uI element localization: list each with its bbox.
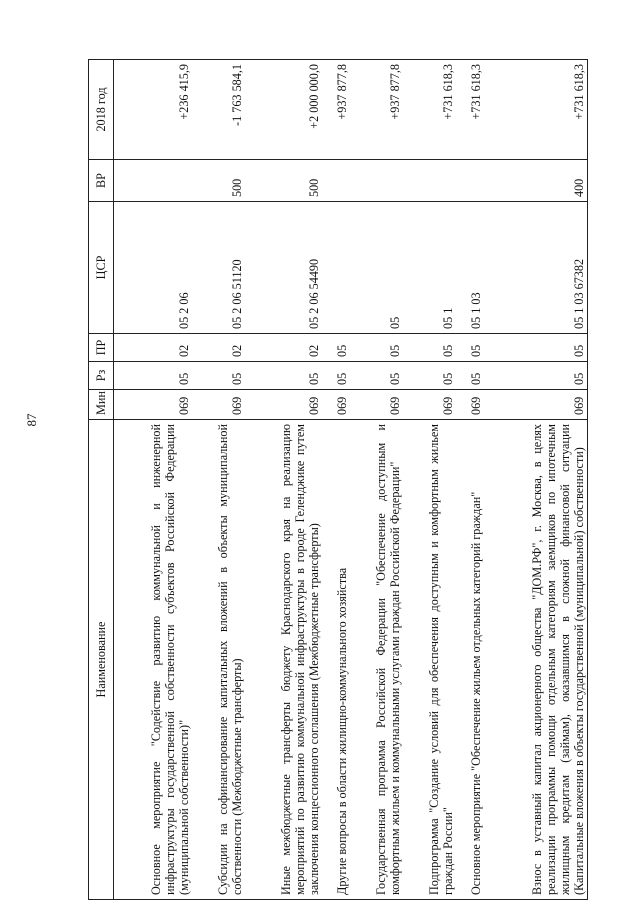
row-csr: 05 1 <box>403 202 456 334</box>
page-number: 87 <box>24 413 39 427</box>
table-row <box>484 60 587 900</box>
row-min: 069 <box>484 390 587 420</box>
row-pr: 05 <box>403 334 456 362</box>
table-row <box>114 60 192 900</box>
row-vr: 500 <box>245 160 323 202</box>
rotated-table-wrapper <box>88 60 588 900</box>
header-vr: ВР <box>89 160 114 202</box>
row-amount: +2 000 000,0 <box>245 60 323 160</box>
row-pr: 05 <box>484 334 587 362</box>
row-amount: +731 618,3 <box>484 60 587 160</box>
row-csr: 05 2 06 54490 <box>245 202 323 334</box>
table-row <box>322 60 350 900</box>
budget-table <box>88 59 588 900</box>
table-header-row <box>89 60 114 900</box>
row-vr <box>403 160 456 202</box>
row-min: 069 <box>245 390 323 420</box>
header-name: Наименование <box>89 420 114 900</box>
row-name: Основное мероприятие "Содействие развитию коммунальной и инженерной инфраструктуры государственной собственности субъектов Российской Федерации (муниципальной собственности)" <box>114 420 192 900</box>
header-pr: ПР <box>89 334 114 362</box>
row-min: 069 <box>192 390 245 420</box>
row-pr: 02 <box>245 334 323 362</box>
row-csr: 05 <box>350 202 403 334</box>
header-rz: Рз <box>89 362 114 390</box>
table-row <box>192 60 245 900</box>
row-min: 069 <box>114 390 192 420</box>
header-min: Мин <box>89 390 114 420</box>
row-amount: -1 763 584,1 <box>192 60 245 160</box>
row-name: Государственная программа Российской Федерации "Обеспечение доступным и комфортным жильем и коммунальными услугами граждан Российской Федерации" <box>350 420 403 900</box>
row-rz: 05 <box>114 362 192 390</box>
table-row <box>403 60 456 900</box>
row-name: Субсидии на софинансирование капитальных вложений в объекты муниципальной собственности (Межбюджетные трансферты) <box>192 420 245 900</box>
row-name: Иные межбюджетные трансферты бюджету Краснодарского края на реализацию мероприятий по развитию коммунальной инфраструктуры в городе Геленджике путем заключения концессионного соглашения (Межбюджетные трансферты) <box>245 420 323 900</box>
row-pr: 05 <box>350 334 403 362</box>
row-name: Другие вопросы в области жилищно-коммунального хозяйства <box>322 420 350 900</box>
row-amount: +731 618,3 <box>456 60 484 160</box>
row-rz: 05 <box>403 362 456 390</box>
row-rz: 05 <box>245 362 323 390</box>
row-pr: 05 <box>322 334 350 362</box>
table-row <box>245 60 323 900</box>
row-pr: 05 <box>456 334 484 362</box>
row-amount: +937 877,8 <box>322 60 350 160</box>
row-csr: 05 1 03 67382 <box>484 202 587 334</box>
row-rz: 05 <box>456 362 484 390</box>
row-min: 069 <box>403 390 456 420</box>
row-pr: 02 <box>114 334 192 362</box>
row-rz: 05 <box>192 362 245 390</box>
header-csr: ЦСР <box>89 202 114 334</box>
row-csr <box>322 202 350 334</box>
table-row <box>456 60 484 900</box>
row-min: 069 <box>350 390 403 420</box>
row-rz: 05 <box>350 362 403 390</box>
row-min: 069 <box>322 390 350 420</box>
row-rz: 05 <box>322 362 350 390</box>
row-amount: +731 618,3 <box>403 60 456 160</box>
row-vr <box>456 160 484 202</box>
table-row <box>350 60 403 900</box>
row-csr: 05 2 06 51120 <box>192 202 245 334</box>
row-name: Взнос в уставный капитал акционерного общества "ДОМ.РФ", г. Москва, в целях реализации программы помощи отдельным категориям заемщиков по ипотечным жилищным кредитам (займам), оказавшимся в сложной финансовой ситуации (Капитальные вложения в объекты государственной (муниципальной) собственности) <box>484 420 587 900</box>
row-vr: 400 <box>484 160 587 202</box>
header-amount: 2018 год <box>89 60 114 160</box>
row-vr <box>350 160 403 202</box>
row-pr: 02 <box>192 334 245 362</box>
row-csr: 05 1 03 <box>456 202 484 334</box>
row-name: Основное мероприятие "Обеспечение жильем отдельных категорий граждан" <box>456 420 484 900</box>
row-name: Подпрограмма "Создание условий для обеспечения доступным и комфортным жильем граждан России" <box>403 420 456 900</box>
row-vr <box>322 160 350 202</box>
row-amount: +937 877,8 <box>350 60 403 160</box>
row-amount: +236 415,9 <box>114 60 192 160</box>
row-vr: 500 <box>192 160 245 202</box>
row-min: 069 <box>456 390 484 420</box>
row-vr <box>114 160 192 202</box>
row-rz: 05 <box>484 362 587 390</box>
row-csr: 05 2 06 <box>114 202 192 334</box>
